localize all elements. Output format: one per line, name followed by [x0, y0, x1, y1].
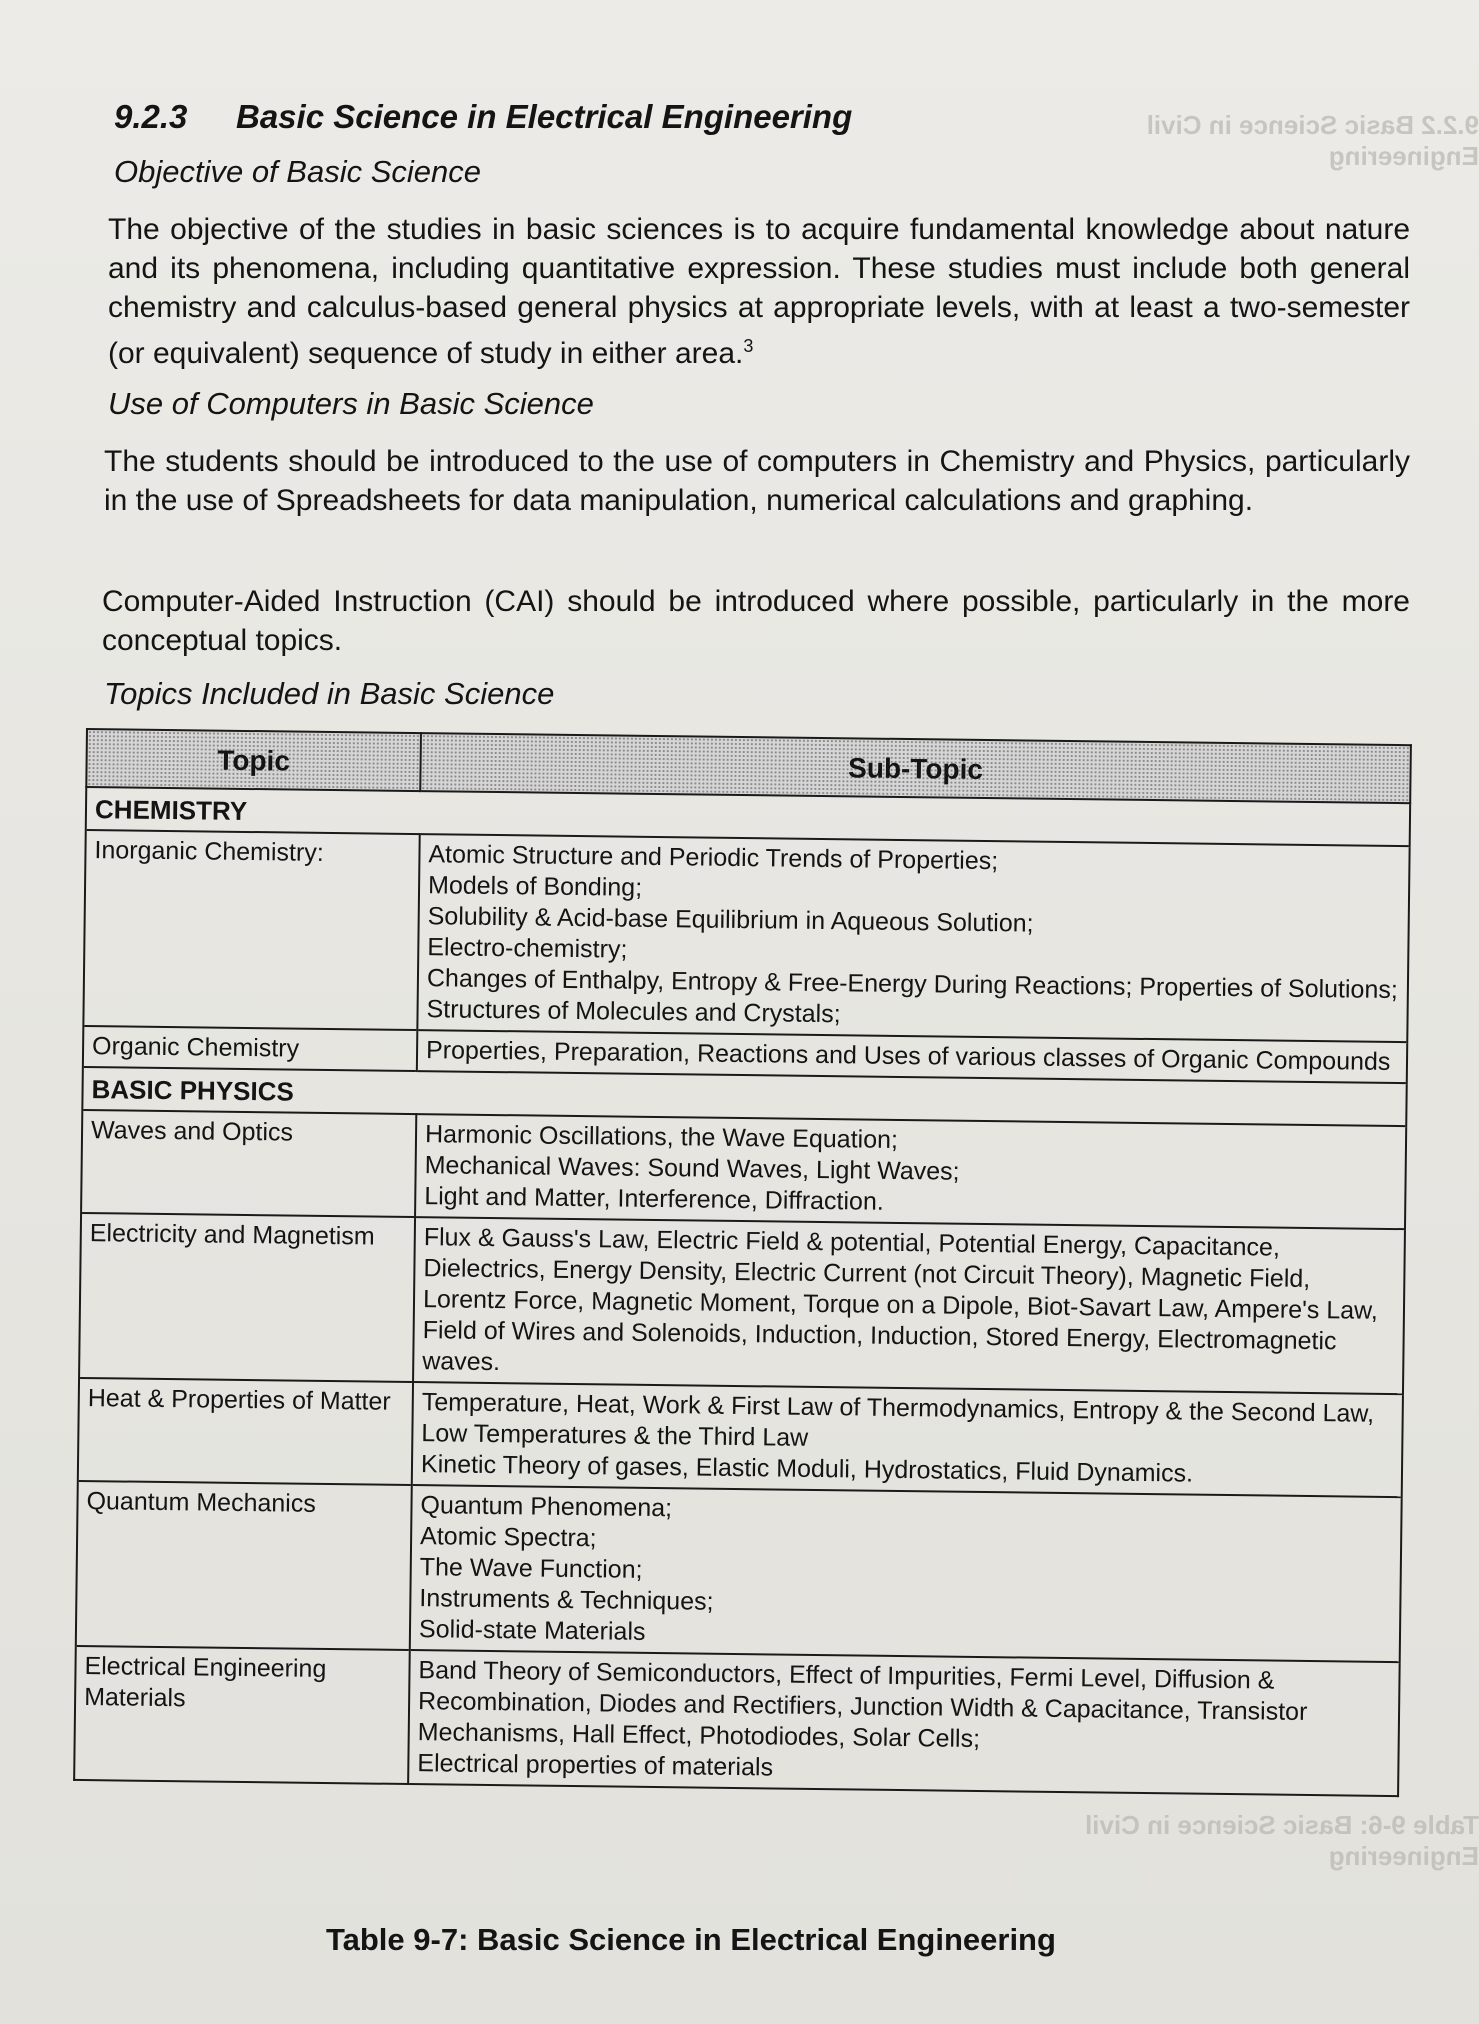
topics-table: [73, 728, 1412, 1797]
topic-cell: Electrical Engineering Materials: [74, 1646, 410, 1784]
subtopic-line: Electrical properties of materials: [417, 1749, 774, 1782]
table-row: [83, 830, 1409, 1042]
subtopic-line: Light and Matter, Interference, Diffraction.: [424, 1182, 884, 1216]
subtopic-cell: [415, 1114, 1406, 1229]
subtopic-line: Structures of Molecules and Crystals;: [426, 995, 841, 1029]
section-number: 9.2.3: [114, 98, 188, 135]
objective-text: The objective of the studies in basic sciences is to acquire fundamental knowledge about nature and its phenomena, including quantitative expression. These studies must include both general chemistry and calculus-based general physics at appropriate levels, with at least a two-semester (or equivalent) sequence of study in either area.: [108, 213, 1410, 370]
subtopic-line: Changes of Enthalpy, Entropy & Free-Energy During Reactions; Properties of Solutions;: [426, 964, 1398, 1005]
section-heading: [114, 98, 852, 136]
subtopic-line: Models of Bonding;: [427, 871, 643, 902]
topics-heading: Topics Included in Basic Science: [104, 676, 555, 711]
table-row: [79, 1213, 1405, 1394]
subtopic-line: Mechanical Waves: Sound Waves, Light Waves;: [424, 1151, 960, 1186]
subtopic-line: Electro-chemistry;: [427, 933, 628, 964]
topic-cell: Organic Chemistry: [83, 1026, 417, 1071]
objective-paragraph: [108, 210, 1410, 373]
subtopic-cell: [410, 1485, 1402, 1662]
subtopic-cell: [413, 1217, 1405, 1394]
topic-cell: Electricity and Magnetism: [79, 1213, 415, 1382]
subtopic-line: Properties, Preparation, Reactions and Uses of various classes of Organic Compounds: [425, 1036, 1391, 1076]
subtopic-line: The Wave Function;: [419, 1553, 643, 1584]
table-row: [81, 1110, 1406, 1229]
subtopic-cell: [412, 1382, 1403, 1497]
table-caption: Table 9-7: Basic Science in Electrical Engineering: [326, 1922, 1056, 1957]
subtopic-line: Quantum Phenomena;: [420, 1491, 673, 1523]
subtopic-line: Solid-state Materials: [418, 1615, 646, 1646]
topic-cell: Quantum Mechanics: [76, 1481, 412, 1650]
subtopic-cell: [417, 834, 1409, 1042]
computers-paragraph-2: Computer-Aided Instruction (CAI) should be introduced where possible, particularly in the more conceptual topics.: [102, 585, 1410, 657]
subtopic-line: Kinetic Theory of gases, Elastic Moduli, Hydrostatics, Fluid Dynamics.: [420, 1450, 1194, 1488]
bleed-through-text-bottom: Table 9-6: Basic Science in Civil Engineering: [1084, 1810, 1479, 1871]
subtopic-cell: [408, 1650, 1400, 1796]
subtopic-line: Atomic Structure and Periodic Trends of Properties;: [428, 840, 999, 876]
table-row: [76, 1481, 1402, 1662]
table-row: [74, 1646, 1400, 1796]
category-label: BASIC PHYSICS: [82, 1067, 1406, 1126]
subtopic-line: Band Theory of Semiconductors, Effect of Impurities, Fermi Level, Diffusion & Recombination, Diodes and Rectifiers, Junction Width & Capacitance, Transistor Mechanisms, Hall Effect, Photodiodes, Solar Cells;: [417, 1656, 1308, 1753]
header-topic: Topic: [86, 729, 421, 791]
topic-cell: Heat & Properties of Matter: [78, 1378, 413, 1485]
category-label: CHEMISTRY: [86, 787, 1410, 846]
table-row: [78, 1378, 1403, 1497]
computers-paragraph-1: The students should be introduced to the use of computers in Chemistry and Physics, particularly in the use of Spreadsheets for data manipulation, numerical calculations and graphing.: [104, 445, 1410, 517]
subtopic-line: Flux & Gauss's Law, Electric Field & potential, Potential Energy, Capacitance, Dielectrics, Energy Density, Electric Current (not Circuit Theory), Magnetic Field, Lorentz Force, Magnetic Moment, Torque on a Dipole, Biot-Savart Law, Ampere's Law, Field of Wires and Solenoids, Induction, Induction, Stored Energy, Electromagnetic waves.: [422, 1223, 1378, 1377]
computers-heading: Use of Computers in Basic Science: [108, 386, 594, 421]
section-title: Basic Science in Electrical Engineering: [236, 98, 853, 135]
subtopic-line: Harmonic Oscillations, the Wave Equation;: [424, 1120, 899, 1154]
header-subtopic: Sub-Topic: [420, 733, 1411, 803]
bleed-through-text-top: 9.2.2 Basic Science in Civil Engineering: [1146, 110, 1479, 171]
objective-heading: Objective of Basic Science: [114, 154, 482, 189]
topic-cell: Waves and Optics: [81, 1110, 416, 1217]
subtopic-line: Solubility & Acid-base Equilibrium in Aqueous Solution;: [427, 902, 1034, 938]
topic-cell: Inorganic Chemistry:: [83, 830, 419, 1030]
subtopic-line: Temperature, Heat, Work & First Law of Thermodynamics, Entropy & the Second Law, Low Temperatures & the Third Law: [421, 1388, 1375, 1452]
subtopic-line: Instruments & Techniques;: [419, 1584, 714, 1616]
footnote-marker: 3: [743, 336, 754, 356]
subtopic-line: Atomic Spectra;: [419, 1522, 597, 1553]
